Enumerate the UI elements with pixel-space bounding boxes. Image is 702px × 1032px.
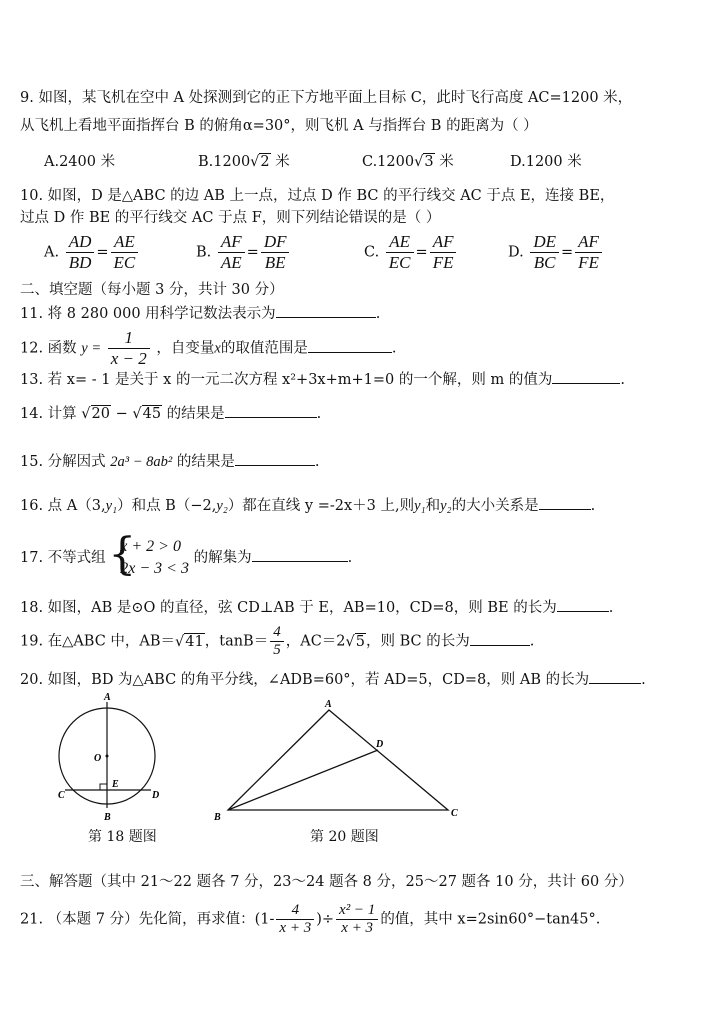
q13: 13. 若 x= - 1 是关于 x 的一元二次方程 x²+3x+m+1=0 的一个解，则 m 的值为 . <box>20 368 625 390</box>
figure-18-caption: 第 18 题图 <box>88 829 157 845</box>
label-b: B <box>214 812 221 823</box>
q9-option-b: B.1200√2 米 <box>198 154 290 170</box>
right-angle-mark <box>100 784 107 790</box>
q9-option-c: C.1200√3 米 <box>362 154 454 170</box>
label-o: O <box>94 753 102 764</box>
figure-20-caption: 第 20 题图 <box>310 829 379 845</box>
q12-answer-blank[interactable] <box>308 337 392 353</box>
section-3-heading: 三、解答题（其中 21～22 题各 7 分，23～24 题各 8 分，25～27 题各 10 分，共计 60 分） <box>20 874 633 890</box>
q15: 15. 分解因式 2a³ − 8ab² 的结果是 . <box>20 450 319 472</box>
center-point <box>106 755 109 758</box>
bisector-bd <box>228 750 378 810</box>
q20-answer-blank[interactable] <box>589 668 641 684</box>
q18-answer-blank[interactable] <box>557 596 609 612</box>
q10-option-b: B. $\frac{AF}{AE}$ = $\frac{DF}{BE}$ <box>196 232 291 273</box>
q20: 20. 如图，BD 为△ABC 的角平分线，∠ADB=60°，若 AD=5，CD=8，则 AB 的长为 . <box>20 668 646 690</box>
q19-answer-blank[interactable] <box>470 630 530 646</box>
q12: 12. 函数 y = $\frac{1}{x - 2}$ ，自变量x的取值范围是 . <box>20 328 397 368</box>
q16: 16. 点 A（3,y₁）和点 B（−2,y₂）都在直线 y =-2x＋3 上,则y₁和y₂的大小关系是 . <box>20 494 595 516</box>
q10-line2: 过点 D 作 BE 的平行线交 AC 于点 F，则下列结论错误的是（ ） <box>20 210 441 226</box>
q15-answer-blank[interactable] <box>235 450 315 466</box>
label-c: C <box>451 808 458 819</box>
label-a: A <box>325 699 332 710</box>
q10-option-a: A. $\frac{AD}{BD}$ = $\frac{AE}{EC}$ <box>44 232 140 273</box>
label-e: E <box>112 779 119 790</box>
q13-answer-blank[interactable] <box>552 368 620 384</box>
q16-answer-blank[interactable] <box>539 494 591 510</box>
label-d: D <box>376 739 384 750</box>
q9-line2: 从飞机上看地平面指挥台 B 的俯角α=30°，则飞机 A 与指挥台 B 的距离为（ ） <box>20 118 538 134</box>
section-2-heading: 二、填空题（每小题 3 分，共计 30 分） <box>20 282 284 298</box>
q19: 19. 在△ABC 中，AB＝√41，tanB＝ $\frac{4}{5}$ ，AC＝2√5，则 BC 的长为 . <box>20 624 535 658</box>
q14-answer-blank[interactable] <box>225 402 317 418</box>
q10-option-c: C. $\frac{AE}{EC}$ = $\frac{AF}{FE}$ <box>364 232 458 273</box>
q10-line1: 10. 如图，D 是△ABC 的边 AB 上一点，过点 D 作 BC 的平行线交 AC 于点 E，连接 BE， <box>20 188 615 204</box>
q9-line1: 9. 如图，某飞机在空中 A 处探测到它的正下方地平面上目标 C，此时飞行高度 AC=1200 米， <box>20 90 633 106</box>
q10-option-d: D. $\frac{DE}{BC}$ = $\frac{AF}{FE}$ <box>508 232 604 273</box>
q14: 14. 计算 √20 − √45 的结果是 . <box>20 402 321 424</box>
q17: 17. 不等式组 { x + 2 > 0 2x − 3 < 3 的解集为 . <box>20 529 353 580</box>
q17-answer-blank[interactable] <box>252 546 348 562</box>
label-d: D <box>152 790 160 801</box>
q9-option-a: A.2400 米 <box>44 154 116 170</box>
figure-20-triangle-diagram <box>208 696 468 826</box>
label-a: A <box>104 692 111 703</box>
q11-answer-blank[interactable] <box>276 302 376 318</box>
q11: 11. 将 8 280 000 用科学记数法表示为 . <box>20 302 380 324</box>
q21: 21. （本题 7 分）先化简，再求值：(1- $\frac{4}{x + 3}$ )÷ $\frac{\text{x² − 1}}{x + 3}$ 的值，其中 x=2sin60°−tan45°. <box>20 902 601 936</box>
q18: 18. 如图，AB 是⊙O 的直径，弦 CD⊥AB 于 E，AB=10，CD=8，则 BE 的长为 . <box>20 596 613 618</box>
label-c: C <box>58 790 65 801</box>
label-b: B <box>104 812 111 823</box>
q17-inequality-system: { x + 2 > 0 2x − 3 < 3 <box>108 529 189 580</box>
triangle-abc <box>228 710 448 810</box>
figure-18-circle-diagram <box>48 690 178 828</box>
q9-option-d: D.1200 米 <box>510 154 582 170</box>
